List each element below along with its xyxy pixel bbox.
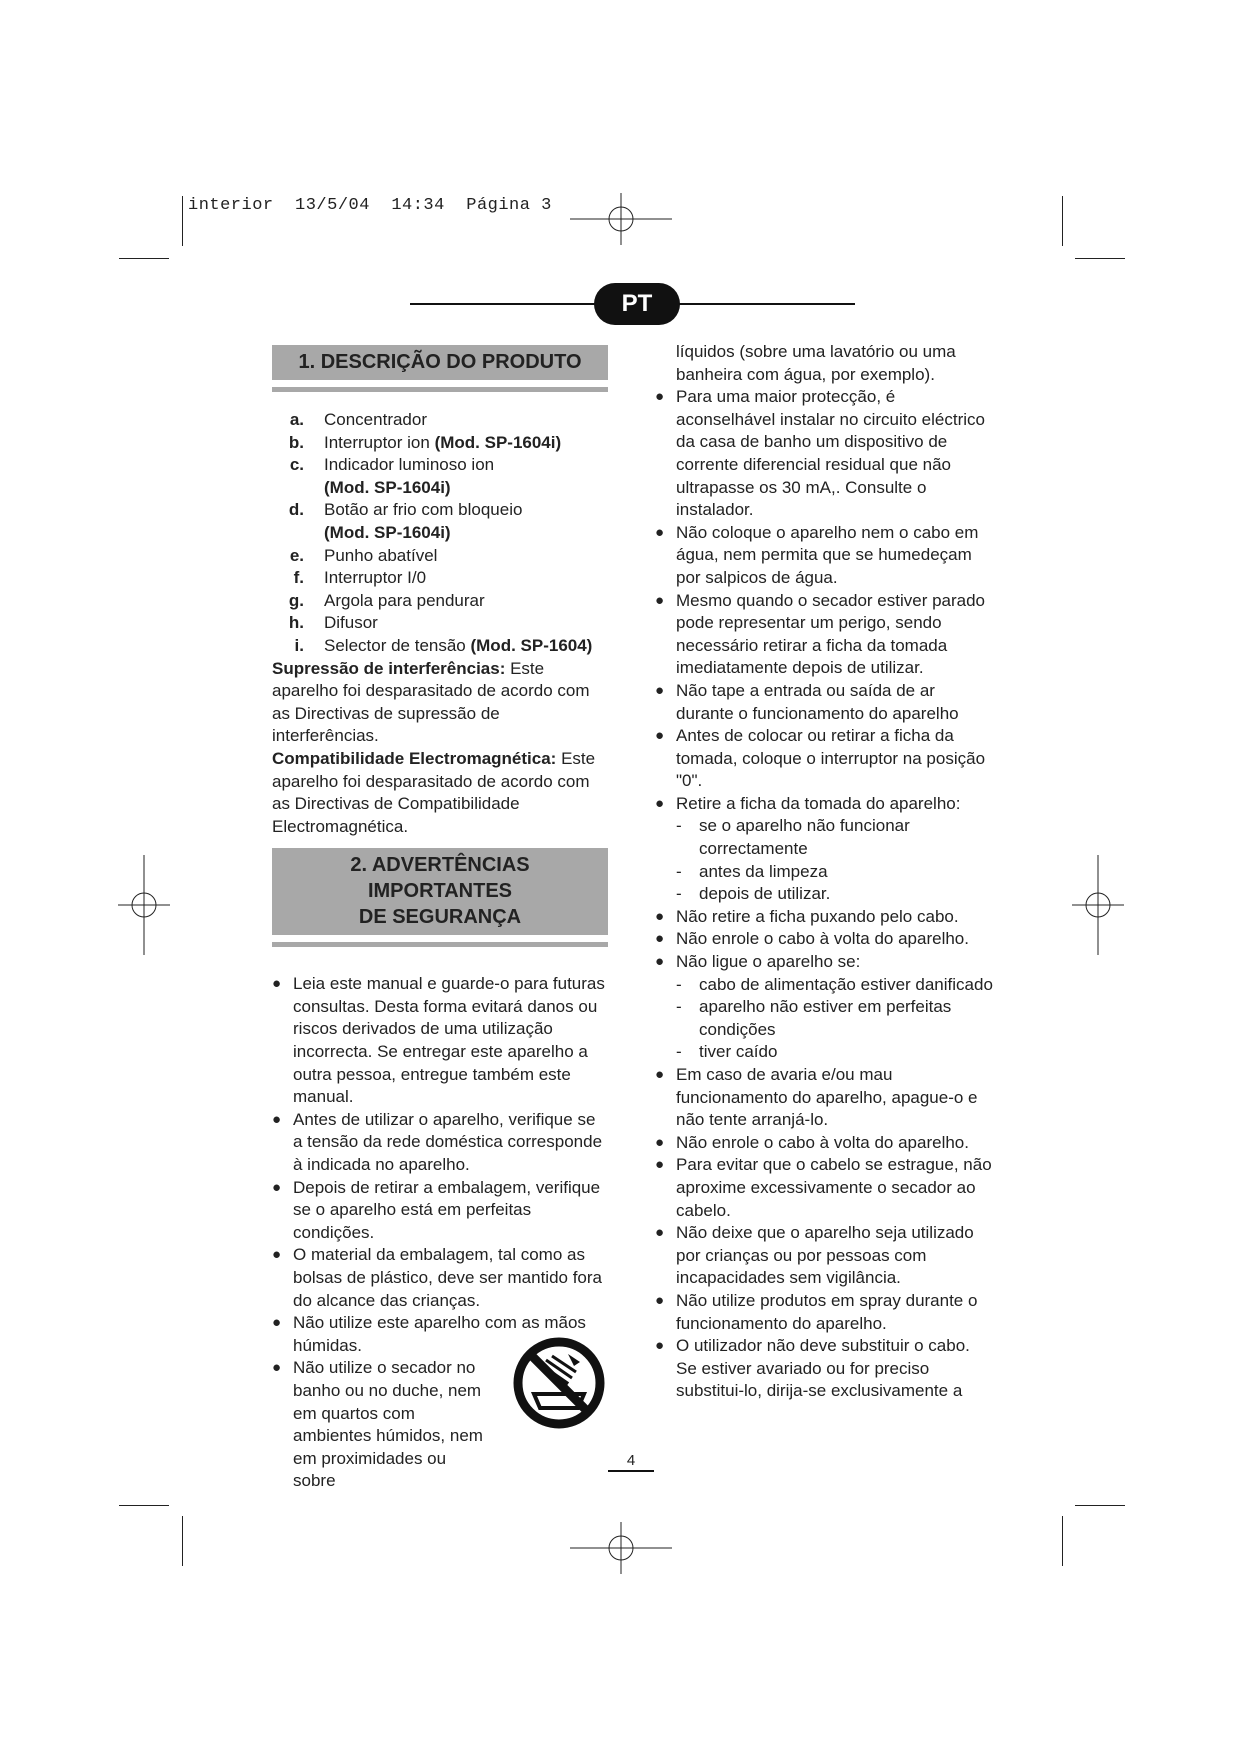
sub-item: - antes da limpeza xyxy=(676,861,828,881)
right-column xyxy=(655,341,995,1403)
list-item xyxy=(272,567,608,590)
list-item xyxy=(272,612,608,635)
list-item: ● Para evitar que o cabelo se estrague, não aproxime excessivamente o secador ao cabelo. xyxy=(655,1155,992,1220)
crop-mark xyxy=(119,1505,169,1506)
section2-heading xyxy=(272,848,608,935)
item-text: Argola para pendurar xyxy=(324,590,485,610)
item-text: Indicador luminoso ion (Mod. SP-1604i) xyxy=(324,455,495,497)
crop-mark xyxy=(182,196,183,246)
list-item xyxy=(272,590,608,613)
crop-mark xyxy=(1075,1505,1125,1506)
list-item: ● Não utilize produtos em spray durante o funcionamento do aparelho. xyxy=(655,1290,978,1333)
suppression-paragraph: Supressão de interferências: Este aparelho foi desparasitado de acordo com as Directivas de supressão de interferências. xyxy=(272,658,590,746)
item-label: b. xyxy=(288,432,304,452)
item-text: Difusor xyxy=(324,613,378,633)
list-item: ● Antes de utilizar o aparelho, verifique se a tensão da rede doméstica corresponde à indicada no aparelho. xyxy=(272,1109,603,1175)
list-item xyxy=(272,409,608,432)
list-item: ● Para uma maior protecção, é aconselhável instalar no circuito eléctrico da casa de banho um dispositivo de corrente diferencial residual que não ultrapasse os 30 mA,. Consulte o instalador. xyxy=(655,387,985,520)
list-item: ● Mesmo quando o secador estiver parado pode representar um perigo, sendo necessário retirar a ficha da tomada imediatamente depois de utilizar. xyxy=(655,590,986,678)
item-label: d. xyxy=(288,500,304,520)
list-item: ● Não ligue o aparelho se: xyxy=(655,952,861,972)
list-item: ● Não utilize o secador no banho ou no duche, nem em quartos com ambientes húmidos, nem em proximidades ou sobre xyxy=(272,1358,483,1491)
item-label: h. xyxy=(288,613,304,633)
sub-item: - aparelho não estiver em perfeitas condições xyxy=(676,997,952,1039)
list-item xyxy=(272,432,608,455)
crop-mark xyxy=(119,258,169,259)
item-label: a. xyxy=(289,410,304,429)
lang-rule-left xyxy=(410,303,600,305)
list-item: ● Não enrole o cabo à volta do aparelho. xyxy=(655,1132,969,1152)
list-item xyxy=(272,545,608,568)
section2-heading-line: DE SEGURANÇA xyxy=(358,906,522,929)
continuation-text: líquidos (sobre uma lavatório ou uma banheira com água, por exemplo). xyxy=(676,342,956,384)
crop-mark xyxy=(1062,196,1063,246)
sub-item: - depois de utilizar. xyxy=(676,884,831,904)
section2-heading-line: 2. ADVERTÊNCIAS IMPORTANTES xyxy=(350,854,530,903)
item-label: f. xyxy=(293,568,304,588)
item-label: e. xyxy=(289,545,304,565)
list-item: ● O material da embalagem, tal como as bolsas de plástico, deve ser mantido fora do alcance das crianças. xyxy=(272,1245,603,1310)
list-item: ● Não retire a ficha puxando pelo cabo. xyxy=(655,906,959,926)
crop-mark xyxy=(1062,1516,1063,1566)
heading-underbar xyxy=(272,387,608,392)
crop-mark xyxy=(182,1516,183,1566)
item-label: c. xyxy=(289,455,304,475)
list-item xyxy=(272,635,608,658)
printer-slug: interior 13/5/04 14:34 Página 3 xyxy=(188,196,552,215)
no-water-bath-icon xyxy=(512,1336,606,1430)
emc-paragraph: Compatibilidade Electromagnética: Este aparelho foi desparasitado de acordo com as Directivas de Compatibilidade Electromagnética. xyxy=(272,748,596,836)
item-text: Botão ar frio com bloqueio (Mod. SP-1604i) xyxy=(324,500,523,542)
list-item: ● O utilizador não deve substituir o cabo. Se estiver avariado ou for preciso substitui-lo, dirija-se exclusivamente a xyxy=(655,1336,970,1401)
section1-heading: 1. DESCRIÇÃO DO PRODUTO xyxy=(272,345,608,380)
list-item: ● Leia este manual e guarde-o para futuras consultas. Desta forma evitará danos ou riscos derivados de uma utilização incorrecta. Se entregar este aparelho a outra pessoa, entregue também este manual. xyxy=(272,974,605,1107)
registration-mark-icon xyxy=(570,193,672,245)
crop-mark xyxy=(1075,258,1125,259)
language-badge: PT xyxy=(594,283,680,325)
list-item: ● Retire a ficha da tomada do aparelho: xyxy=(655,793,961,813)
registration-mark-icon xyxy=(118,855,174,955)
list-item: ● Não tape a entrada ou saída de ar durante o funcionamento do aparelho xyxy=(655,680,959,723)
list-item: ● Em caso de avaria e/ou mau funcionamento do aparelho, apague-o e não tente arranjá-lo. xyxy=(655,1065,978,1130)
item-label: g. xyxy=(288,590,304,610)
item-text: Selector de tensão (Mod. SP-1604) xyxy=(324,635,593,655)
registration-mark-icon xyxy=(1068,855,1124,955)
page-number: 4 xyxy=(608,1452,654,1472)
list-item: ● Antes de colocar ou retirar a ficha da tomada, coloque o interruptor na posição "0". xyxy=(655,726,986,791)
list-item: ● Não enrole o cabo à volta do aparelho. xyxy=(655,929,969,949)
list-item: ● Não deixe que o aparelho seja utilizado por crianças ou por pessoas com incapacidades sem vigilância. xyxy=(655,1223,974,1288)
item-text: Concentrador xyxy=(324,410,428,429)
list-item xyxy=(272,454,608,499)
left-column xyxy=(272,345,608,1493)
item-text: Interruptor I/0 xyxy=(324,568,427,588)
registration-mark-icon xyxy=(570,1522,672,1574)
list-item: ● Depois de retirar a embalagem, verifique se o aparelho está em perfeitas condições. xyxy=(272,1177,601,1242)
parts-list xyxy=(272,409,608,658)
sub-item: - tiver caído xyxy=(676,1042,778,1062)
item-text: Punho abatível xyxy=(324,545,438,565)
list-item: ● Não utilize este aparelho com as mãos húmidas. xyxy=(272,1313,586,1355)
item-text: Interruptor ion (Mod. SP-1604i) xyxy=(324,432,562,452)
sub-item: - se o aparelho não funcionar correctamente xyxy=(676,816,910,859)
heading-underbar xyxy=(272,942,608,947)
item-label: i. xyxy=(294,635,304,655)
lang-rule-right xyxy=(675,303,855,305)
sub-item: - cabo de alimentação estiver danificado xyxy=(676,974,993,994)
list-item xyxy=(272,499,608,544)
list-item: ● Não coloque o aparelho nem o cabo em água, nem permita que se humedeçam por salpicos de água. xyxy=(655,522,979,587)
